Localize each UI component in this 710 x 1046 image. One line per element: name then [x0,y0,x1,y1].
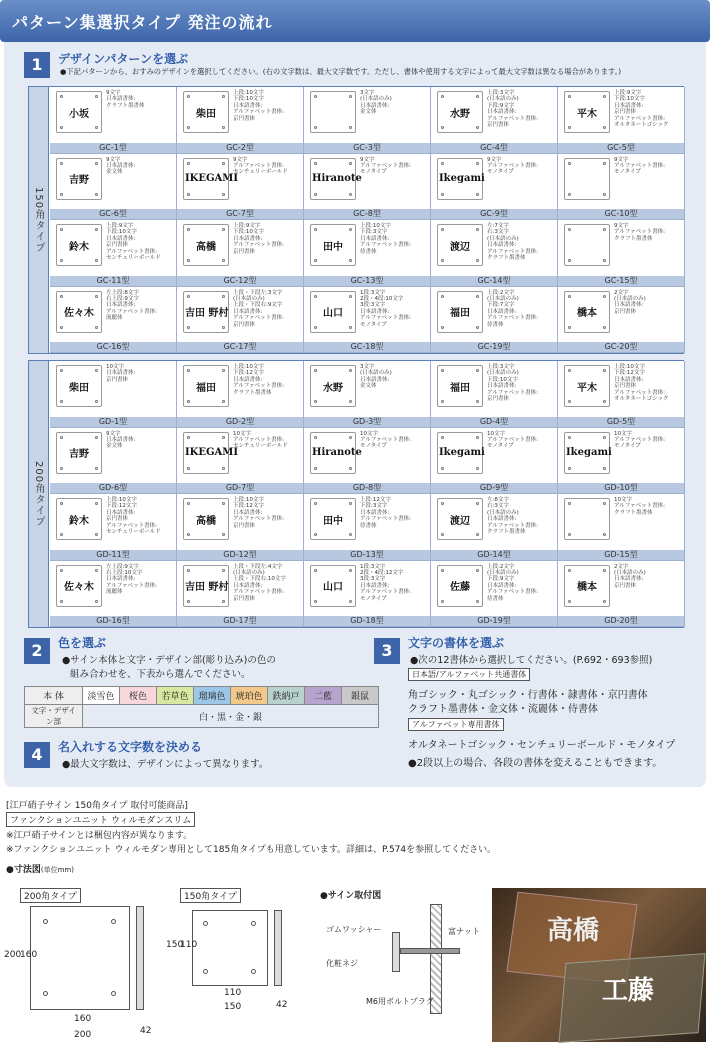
pattern-cell [304,561,431,628]
pattern-code: GC-14型 [431,276,557,286]
pattern-code: GD-2型 [177,417,303,427]
pattern-code: GD-6型 [50,483,176,493]
plate-text: IKEGAMI [185,447,239,458]
step3-number: 3 [374,638,400,664]
plate-preview [564,432,610,474]
plate-text: IKEGAMI [185,173,239,184]
plate-preview [437,91,483,133]
photo-text-2: 工藤 [602,976,655,1006]
flow-panel [4,42,706,787]
pattern-code: GD-11型 [50,550,176,560]
dim-42-a: 42 [140,1026,152,1036]
pattern-code: GD-1型 [50,417,176,427]
pattern-cell [177,361,304,428]
en-font-label: アルファベット専用書体 [408,718,504,731]
step4-number: 4 [24,742,50,768]
pattern-code: GC-10型 [558,209,684,219]
pattern-desc: 9文字 アルファベット書体: クラフト墨書体 [614,223,666,242]
jp-fonts-2: クラフト墨書体・金文体・流麗体・侍書体 [408,704,598,715]
plate-preview [183,565,229,607]
plate-preview [437,432,483,474]
gc-grid [28,86,684,354]
pattern-desc: 10文字 日本語書体: 京円書体 [106,364,136,383]
pattern-desc: 上段:10文字 下段:10文字 日本語書体: アルファベット書体: 京円書体 [233,90,285,122]
plate-text: 橋本 [577,582,597,593]
pattern-desc: 9文字 アルファベット書体: モノタイプ [360,156,412,176]
pattern-code: GC-4型 [431,143,557,153]
pattern-code: GD-13型 [304,550,430,560]
color-swatch: 琥珀色 [231,687,268,705]
pattern-cell [50,561,177,628]
pattern-code: GD-19型 [431,616,557,626]
type200-label: 200角タイプ [20,888,81,903]
plate-preview [564,91,610,133]
pattern-desc: 上段:12文字 下段:3文字 日本語書体: アルファベット書体: 侍書体 [360,497,412,529]
pattern-desc: 左:8文字 右:3文字 (日本語のみ) 日本語書体: アルファベット書体: クラフト墨書体 [487,497,539,536]
pattern-cell [50,154,177,221]
page-title: パターン集選択タイプ 発注の流れ [12,13,273,32]
product-photo [492,888,706,1042]
pattern-desc: 9文字 日本語書体: 金文体 [106,156,136,176]
pattern-cell [50,361,177,428]
plate-text: 高橋 [196,241,216,253]
plate-preview [437,498,483,540]
pattern-desc: 2文字 (日本語のみ) 日本語書体: 京円書体 [614,563,646,589]
pattern-code: GD-10型 [558,483,684,493]
plate-text: 佐々木 [64,308,94,319]
pattern-code: GD-14型 [431,550,557,560]
pattern-code: GD-15型 [558,550,684,560]
pattern-cell [177,561,304,628]
pattern-cell [177,220,304,287]
dim-150-h: 150 [166,940,184,950]
pattern-cell [177,494,304,561]
type150-label: 150角タイプ [180,888,241,903]
pattern-cell [431,361,558,428]
group-150-label: 150角タイプ [29,87,49,353]
plate-preview [310,291,356,333]
photo-text-1: 高橋 [547,916,600,946]
pattern-code: GD-3型 [304,417,430,427]
plate-preview [183,224,229,266]
plate-text: 福田 [196,382,216,394]
pattern-desc: 上段:9文字 下段:10文字 日本語書体: アルファベット書体: 京円書体 [233,223,285,255]
footer-line1: [江戸硝子サイン 150角タイプ 取付可能商品] [6,801,188,811]
plate-preview [564,291,610,333]
plate-preview [183,291,229,333]
plate-preview [56,432,102,474]
plate-text: 田中 [323,241,343,253]
text-color-label: 文字・デザイン部 [25,705,83,728]
pattern-code: GC-11型 [50,276,176,286]
pattern-desc: 上段:9文字 下段:10文字 日本語書体: 京円書体 アルファベット書体: センチュリーボールド [106,223,161,262]
en-fonts: オルタネートゴシック・センチュリーボールド・モノタイプ [408,740,676,751]
pattern-desc: 上段:10文字 下段:12文字 日本語書体: アルファベット書体: 京円書体 [233,497,285,529]
pattern-cell [50,87,177,154]
plate-preview [310,498,356,540]
pattern-desc: 1段:3文字 2段・4段:10文字 3段:3文字 日本語書体: アルファベット書体: モノタイプ [360,289,412,328]
plate-preview [310,158,362,200]
plate-preview [437,224,483,266]
gd-grid [28,360,684,628]
plate-text: 柴田 [69,382,89,394]
jp-fonts-1: 角ゴシック・丸ゴシック・行書体・隷書体・京円書体 [408,690,648,701]
pattern-cell [50,494,177,561]
pattern-desc: 上段:2文字 (日本語のみ) 下段:9文字 日本語書体: アルファベット書体: 侍書体 [487,563,539,602]
plate-text: Ikegami [439,173,485,184]
step2-desc2: 組み合わせを、下表から選んでください。 [70,669,251,680]
plate-preview [183,498,229,540]
step1-desc: ●下記パターンから、おすみのデザインを選択してください。(右の文字数は、最大文字数です。ただし、書体や使用する文字によって最大文字数は異なる場合があります。) [60,67,622,76]
plate-text: 柴田 [196,108,216,120]
pattern-cell [304,287,431,354]
pattern-desc: 左上段:8文字 右上段:9文字 日本語書体: アルファベット書体: 流麗体 [106,289,158,322]
label-screw: 化粧ネジ [326,959,358,968]
pattern-code: GC-15型 [558,276,684,286]
pattern-desc: 左上段:9文字 右上段:10文字 日本語書体: アルファベット書体: 流麗体 [106,563,158,596]
plate-preview [564,158,610,200]
plate-preview [56,158,102,200]
pattern-desc: 上段:10文字 下段:12文字 日本語書体: 京円書体 アルファベット書体: オルタネートゴシック [614,364,669,403]
pattern-desc: 10文字 アルファベット書体: モノタイプ [487,430,539,450]
plate-preview [564,224,610,266]
plate-text: 平木 [577,108,597,120]
pattern-desc: 上段:10文字 下段:3文字 日本語書体: アルファベット書体: 侍書体 [360,223,412,255]
dim-title: ●寸法図(単位mm) [6,865,74,875]
label-plug: M6用ボルトプラグ [366,997,434,1006]
plate-preview [183,432,239,474]
plate-text: 福田 [450,382,470,394]
plate-preview [56,365,102,407]
color-swatch: 鉄納戸 [268,687,305,705]
pattern-code: GD-8型 [304,483,430,493]
pattern-desc: 上段・下段左:4文字 (日本語のみ) 上段・下段右:10文字 日本語書体: アルファベット書体: 京円書体 [233,563,286,602]
plate-preview [437,158,483,200]
pattern-desc: 上段:2文字 (日本語のみ) 下段:7文字 日本語書体: アルファベット書体: 侍書体 [487,289,539,328]
plate-text: 鈴木 [69,241,89,253]
pattern-cell [304,361,431,428]
pattern-code: GD-7型 [177,483,303,493]
plate-text: 水野 [323,382,343,394]
dim-150-w: 150 [224,1002,242,1012]
page-banner [0,0,710,42]
plate-preview [56,291,102,333]
pattern-code: GD-16型 [50,616,176,626]
pattern-code: GC-19型 [431,342,557,352]
plate-preview [183,365,229,407]
step1-number: 1 [24,52,50,78]
pattern-code: GC-3型 [304,143,430,153]
dim-110-w: 110 [224,988,242,998]
pattern-code: GC-12型 [177,276,303,286]
pattern-desc: 9文字 日本語書体: クラフト墨書体 [106,90,145,109]
pattern-code: GC-7型 [177,209,303,219]
step2-desc1: ●サイン本体と文字・デザイン部(彫り込み)の色の [62,655,276,666]
plate-text: 佐々木 [64,582,94,593]
pattern-code: GD-18型 [304,616,430,626]
color-swatch: 銀鼠 [342,687,379,705]
plate-preview [56,565,102,607]
footer-line3: ※江戸硝子サインとは梱包内容が異なります。 [6,831,193,841]
mount-title: ●サイン取付図 [320,891,382,901]
body-label: 本 体 [25,687,83,705]
pattern-code: GD-4型 [431,417,557,427]
pattern-cell [177,428,304,495]
pattern-cell [304,87,431,154]
pattern-desc: 上段:3文字 (日本語のみ) 下段:9文字 日本語書体: アルファベット書体: 京円書体 [487,90,539,129]
pattern-cell [558,287,685,354]
pattern-code: GC-18型 [304,342,430,352]
pattern-desc: 左:7文字 右:3文字 (日本語のみ) 日本語書体: アルファベット書体: クラフト墨書体 [487,223,539,262]
pattern-code: GC-5型 [558,143,684,153]
pattern-desc: 上段:10文字 下段:12文字 日本語書体: 京円書体 アルファベット書体: センチュリーボールド [106,497,161,536]
pattern-cell [431,428,558,495]
dim-160-h: 160 [20,950,38,960]
pattern-desc: 9文字 アルファベット書体: モノタイプ [614,156,666,176]
plate-text: Ikegami [439,447,485,458]
plate-preview [564,498,610,540]
drawing-200 [30,906,130,1010]
step3-desc: ●次の12書体から選択してください。(P.692・693参照) [410,655,653,666]
plate-preview [310,91,356,133]
color-swatch: 瑠璃色 [194,687,231,705]
step2-number: 2 [24,638,50,664]
color-swatch: 若草色 [157,687,194,705]
drawing-150 [192,910,268,986]
color-swatch: 淡雪色 [83,687,120,705]
plate-text: 吉田 野村 [185,582,229,593]
pattern-desc: 10文字 アルファベット書体: モノタイプ [614,430,666,450]
pattern-cell [558,220,685,287]
pattern-cell [177,287,304,354]
dim-42-b: 42 [276,1000,288,1010]
plate-text: 吉田 野村 [185,308,229,319]
color-table [24,686,379,728]
plate-text: 平木 [577,382,597,394]
plate-text: Hiranote [312,447,362,458]
pattern-code: GD-17型 [177,616,303,626]
plate-preview [564,365,610,407]
pattern-desc: 10文字 アルファベット書体: モノタイプ [360,430,412,450]
pattern-desc: 10文字 アルファベット書体: クラフト墨書体 [614,497,666,516]
pattern-desc: 3文字 (日本語のみ) 日本語書体: 金文体 [360,364,392,390]
plate-text: 山口 [323,308,343,319]
pattern-cell [50,428,177,495]
plate-preview [310,432,362,474]
pattern-desc: 10文字 アルファベット書体: センチュリーボールド [233,430,288,450]
pattern-code: GC-13型 [304,276,430,286]
pattern-cell [431,287,558,354]
plate-preview [310,565,356,607]
pattern-code: GD-5型 [558,417,684,427]
pattern-desc: 上段:10文字 下段:12文字 日本語書体: アルファベット書体: クラフト墨書体 [233,364,285,396]
plate-preview [564,565,610,607]
plate-preview [310,365,356,407]
dim-200-w: 200 [74,1030,92,1040]
pattern-desc: 上段・下段左:3文字 (日本語のみ) 上段・下段右:9文字 日本語書体: アルファベット書体: 京円書体 [233,289,285,328]
plate-text: 渡辺 [450,515,470,527]
pattern-cell [304,494,431,561]
pattern-cell [304,154,431,221]
pattern-cell [177,87,304,154]
step3-title: 文字の書体を選ぶ [408,636,505,650]
dim-110-h: 110 [180,940,198,950]
plate-text: 渡辺 [450,241,470,253]
footer-line4: ※ファンクションユニット ウィルモダン専用として185角タイプも用意しています。詳細は、P.574を参照してください。 [6,845,497,855]
color-swatch: 二藍 [305,687,342,705]
pattern-code: GC-6型 [50,209,176,219]
pattern-desc: 上段:9文字 下段:10文字 日本語書体: 京円書体 アルファベット書体: オルタネートゴシック [614,90,669,129]
plate-preview [183,158,239,200]
pattern-cell [558,561,685,628]
pattern-code: GC-20型 [558,342,684,352]
plate-text: Hiranote [312,173,362,184]
color-swatch: 桜色 [120,687,157,705]
pattern-desc: 3文字 (日本語のみ) 日本語書体: 金文体 [360,90,392,116]
side-200 [136,906,144,1010]
plate-text: 鈴木 [69,515,89,527]
pattern-desc: 9文字 アルファベット書体: センチュリーボールド [233,156,288,176]
side-150 [274,910,282,986]
plate-text: 山口 [323,582,343,593]
pattern-code: GD-20型 [558,616,684,626]
plate-preview [437,291,483,333]
pattern-desc: 9文字 日本語書体: 金文体 [106,430,136,450]
pattern-cell [431,87,558,154]
plate-text: 吉野 [69,449,89,460]
pattern-desc: 2文字 (日本語のみ) 日本語書体: 京円書体 [614,289,646,315]
pattern-code: GC-8型 [304,209,430,219]
plate-preview [183,91,229,133]
step2-title: 色を選ぶ [58,636,107,650]
plate-preview [310,224,356,266]
text-colors: 白・黒・金・銀 [83,705,379,728]
pattern-cell [50,287,177,354]
pattern-cell [558,428,685,495]
pattern-cell [177,154,304,221]
plate-text: 吉野 [69,175,89,186]
step4-title: 名入れする文字数を決める [58,740,203,754]
pattern-cell [431,561,558,628]
footer-line2: ファンクションユニット ウィルモダンスリム [6,812,195,827]
pattern-code: GC-16型 [50,342,176,352]
pattern-code: GD-12型 [177,550,303,560]
plate-text: Ikegami [566,447,612,458]
plate-preview [437,565,483,607]
jp-font-label: 日本語/アルファベット共通書体 [408,668,530,681]
pattern-code: GC-17型 [177,342,303,352]
pattern-cell [431,154,558,221]
pattern-cell [558,494,685,561]
plate-preview [56,224,102,266]
plate-text: 小坂 [69,108,89,120]
pattern-desc: 上段:3文字 (日本語のみ) 下段:10文字 日本語書体: アルファベット書体: 京円書体 [487,364,539,403]
label-nut: 富ナット [448,927,480,936]
dim-160-w: 160 [74,1014,92,1024]
pattern-desc: 1段:3文字 2段・4段:12文字 3段:3文字 日本語書体: アルファベット書体: モノタイプ [360,563,412,602]
pattern-desc: 9文字 アルファベット書体: モノタイプ [487,156,539,176]
group-200-label: 200角タイプ [29,361,49,627]
pattern-cell [304,220,431,287]
pattern-cell [431,220,558,287]
pattern-code: GD-9型 [431,483,557,493]
plate-text: 水野 [450,108,470,120]
plate-text: 佐藤 [450,582,470,593]
plate-text: 橋本 [577,308,597,319]
pattern-code: GC-9型 [431,209,557,219]
mount-plate [392,932,400,972]
plate-text: 田中 [323,515,343,527]
pattern-cell [558,154,685,221]
plate-text: 高橋 [196,515,216,527]
pattern-code: GC-1型 [50,143,176,153]
pattern-cell [50,220,177,287]
pattern-code: GC-2型 [177,143,303,153]
pattern-cell [304,428,431,495]
step4-desc: ●最大文字数は、デザインによって異なります。 [62,759,269,770]
plate-preview [437,365,483,407]
plate-preview [56,498,102,540]
plate-text: 福田 [450,308,470,319]
pattern-cell [558,361,685,428]
step3-note: ●2段以上の場合、各段の書体を変えることもできます。 [408,758,663,769]
dim-200-h: 200 [4,950,22,960]
label-washer: ゴムワッシャー [326,925,382,934]
plate-preview [56,91,102,133]
step1-title: デザインパターンを選ぶ [58,52,189,66]
bolt [400,948,460,954]
pattern-cell [431,494,558,561]
pattern-cell [558,87,685,154]
